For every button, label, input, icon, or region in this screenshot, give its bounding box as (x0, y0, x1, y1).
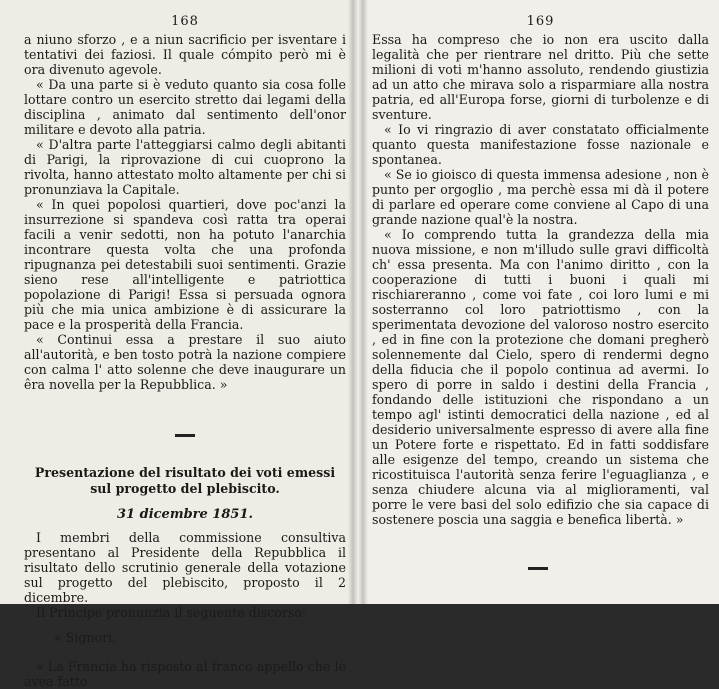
paragraph: Il Principe pronunzia il seguente discorso: (36, 605, 307, 620)
paragraph: I membri della commissione consultiva presentano al Presidente della Repubblica il risultato dello scrutinio generale della votazione sul progetto del plebiscito, proposto il 2 dicembre. (24, 530, 346, 605)
page-number: 169 (526, 14, 555, 29)
gutter-shadow (358, 0, 368, 604)
gutter-shadow (348, 0, 358, 604)
paragraph: « Da una parte si è veduto quanto sia cosa folle lottare contro un esercito stretto dai legami della disciplina , animato dal sentimento dell'onor militare e devoto alla patria. (24, 77, 346, 137)
paragraph: « In quei popolosi quartieri, dove poc'anzi la insurrezione si spandeva così ratta tra operai facili a venir sedotti, non ha potuto l'anarchia incontrare questa volta che una profonda ripugnanza pei detestabili suoi sentimenti. Grazie sieno rese all'intelligente e patriottica popolazione di Parigi! Essa si persuada ognora più che mia unica ambizione è di assicurare la pace e la prosperità della Francia. (24, 197, 346, 332)
paragraph: « D'altra parte l'atteggiarsi calmo degli abitanti di Parigi, la riprovazione di cui cuoprono la rivolta, hanno attestato molto altamente per chi si pronunziava la Capitale. (24, 137, 346, 197)
section-title: Presentazione del risultato dei voti emessi sul progetto del plebiscito. (34, 465, 336, 496)
section-date: 31 dicembre 1851. (116, 507, 254, 522)
section-divider (528, 567, 548, 570)
paragraph: « Io comprendo tutta la grandezza della mia nuova missione, e non m'illudo sulle gravi difficoltà ch' essa presenta. Ma con l'animo diritto , con la cooperazione di tutti i buoni i quali mi rischiareranno , come voi fate , coi loro lumi e mi sosterranno col loro patriottismo , con la sperimentata devozione del valoroso nostro esercito , ed in fine con la protezione che domani pregherò solennemente dal Cielo, spero di rendermi degno della fiducia che il popolo continua ad avermi. Io spero di porre in saldo i destini della Francia , fondando delle istituzioni che rispondano a un tempo agl' istinti democratici della nazione , ed al desiderio universalmente espresso di avere alla fine un Potere forte e rispettato. Ed in fatti soddisfare alle esigenze del tempo, creando un sistema che ricostituisca l'autorità senza ferire l'eguaglianza , e senza chiudere alcuna via al miglioramenti, val porre le vere basi del solo edifizio che sia capace di sostenere poscia una saggia e benefica libertà. » (372, 227, 709, 527)
paragraph: « La Francia ha risposto al franco appello che le avea fatto (24, 659, 346, 689)
paragraph: « Io vi ringrazio di aver constatato officialmente quanto questa manifestazione fosse nazionale e spontanea. (372, 122, 709, 167)
paragraph: a niuno sforzo , e a niun sacrificio per isventare i tentativi dei faziosi. Il quale cómpito però mi è ora divenuto agevole. (24, 32, 346, 77)
page-number: 168 (171, 14, 199, 29)
right-page (358, 0, 719, 604)
paragraph: « Continui essa a prestare il suo aiuto all'autorità, e ben tosto potrà la nazione compiere con calma l' atto solenne che deve inaugurare un êra novella per la Repubblica. » (24, 332, 346, 392)
paragraph: « Se io gioisco di questa immensa adesione , non è punto per orgoglio , ma perchè essa mi dà il potere di parlare ed operare come conviene al Capo di una grande nazione qual'è la nostra. (372, 167, 709, 227)
left-page (0, 0, 358, 689)
salutation: « Signori, (54, 630, 117, 645)
paragraph: Essa ha compreso che io non era uscito dalla legalità che per rientrare nel dritto. Più che sette milioni di voti m'hanno assoluto, rendendo giustizia ad un atto che mirava solo a risparmiare alla nostra patria, ed all'Europa forse, giorni di turbolenze e di sventure. (372, 32, 709, 122)
section-divider (175, 434, 195, 437)
